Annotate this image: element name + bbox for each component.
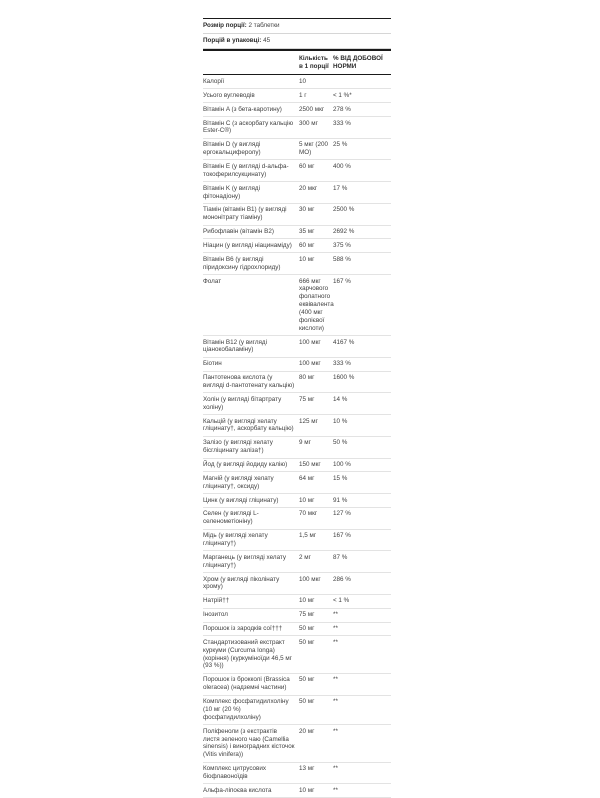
nutrient-amount: 60 мг — [299, 162, 315, 170]
nutrient-amount: 30 мг — [299, 206, 315, 214]
nutrient-name: Холін (у вигляді бітартрату холіну) — [203, 395, 282, 411]
table-row — [203, 573, 391, 595]
nutrient-amount: 100 мкг — [299, 575, 321, 583]
nutrient-dv: < 1 %* — [333, 91, 352, 99]
table-row — [203, 696, 391, 726]
table-row — [203, 508, 391, 530]
nutrient-name: Мідь (у вигляді хелату гліцинату†) — [203, 532, 268, 548]
nutrient-name: Пантотенова кислота (у вигляді d-пантотенату кальцію) — [203, 374, 295, 389]
nutrient-dv — [333, 78, 391, 86]
nutrient-amount: 20 мг — [299, 727, 315, 735]
table-row — [203, 204, 391, 226]
nutrient-dv: 127 % — [333, 510, 351, 518]
table-row — [203, 595, 391, 609]
nutrient-amount: 13 мг — [299, 765, 315, 773]
nutrient-name: Калорії — [203, 77, 225, 85]
table-row — [203, 763, 391, 785]
nutrient-amount: 50 мг — [299, 638, 315, 646]
table-row — [203, 636, 391, 673]
nutrient-amount: 10 мг — [299, 496, 315, 504]
nutrient-amount: 50 мг — [299, 698, 315, 706]
nutrient-amount: 50 мг — [299, 625, 315, 633]
table-row — [203, 437, 391, 459]
nutrient-dv: 333 % — [333, 360, 351, 368]
nutrient-name: Цинк (у вигляді гліцинату) — [203, 496, 279, 504]
nutrient-name: Біотин — [203, 360, 222, 368]
nutrient-amount: 10 мг — [299, 255, 315, 263]
nutrient-amount: 75 мг — [299, 611, 315, 619]
nutrient-dv: ** — [333, 765, 338, 773]
table-row — [203, 226, 391, 240]
nutrient-dv: < 1 % — [333, 597, 350, 605]
nutrient-dv: 4167 % — [333, 338, 355, 346]
nutrient-amount: 70 мкг — [299, 510, 318, 518]
table-row — [203, 253, 391, 275]
table-row — [203, 784, 391, 798]
table-header-row — [203, 51, 391, 76]
nutrient-name: Вітамін C (з аскорбату кальцію Ester-C®) — [203, 119, 294, 135]
nutrient-dv: 1600 % — [333, 374, 355, 382]
nutrient-dv: 2500 % — [333, 206, 355, 214]
table-row — [203, 472, 391, 494]
nutrient-dv: 15 % — [333, 474, 348, 482]
table-row — [203, 336, 391, 358]
nutrient-amount: 1,5 мг — [299, 532, 317, 540]
nutrient-name: Комплекс цитрусових біофлавоноїдів — [203, 765, 267, 780]
nutrient-dv: 375 % — [333, 241, 351, 249]
nutrient-dv: 14 % — [333, 395, 348, 403]
nutrient-dv: ** — [333, 625, 338, 633]
table-row — [203, 103, 391, 117]
table-body — [203, 75, 391, 798]
nutrient-dv: 17 % — [333, 184, 348, 192]
nutrient-dv: 10 % — [333, 417, 348, 425]
nutrient-name: Тіамін (вітамін B1) (у вигляді мононітрату тіаміну) — [203, 206, 287, 222]
header-percent-daily-value: % ВІД ДОБОВОЇ НОРМИ — [333, 54, 383, 70]
nutrient-dv: 286 % — [333, 575, 351, 583]
table-row — [203, 459, 391, 473]
nutrient-name: Йод (у вигляді йодиду калію) — [203, 461, 288, 469]
nutrient-amount: 1 г — [299, 91, 307, 99]
nutrient-amount: 10 мг — [299, 786, 315, 794]
table-row — [203, 494, 391, 508]
nutrient-name: Марганець (у вигляді хелату гліцинату†) — [203, 553, 287, 569]
nutrient-dv: 167 % — [333, 532, 351, 540]
nutrient-amount: 80 мг — [299, 374, 315, 382]
nutrient-amount: 20 мкг — [299, 184, 318, 192]
nutrient-amount: 64 мг — [299, 474, 315, 482]
table-row — [203, 75, 391, 89]
nutrient-name: Поліфеноли (з екстрактів листя зеленого чаю (Camellia sinensis) і виноградних кісточок (Vitis vinifera)) — [203, 727, 295, 759]
nutrient-name: Хром (у вигляді піколінату хрому) — [203, 575, 280, 591]
nutrient-dv: ** — [333, 727, 338, 735]
table-row — [203, 393, 391, 415]
nutrient-amount: 300 мг — [299, 119, 318, 127]
nutrient-amount: 150 мкг — [299, 461, 321, 469]
nutrient-amount: 2 мг — [299, 553, 311, 561]
nutrient-name: Вітамін D (у вигляді ергокальциферолу) — [203, 141, 261, 157]
nutrient-name: Інозитол — [203, 611, 228, 619]
nutrient-amount: 666 мкг харчового фолатного еквівалента (400 мкг фолієвої кислоти) — [299, 277, 334, 332]
nutrient-dv: 25 % — [333, 141, 348, 149]
nutrient-name: Вітамін B6 (у вигляді піридоксину гідрохлориду) — [203, 255, 281, 271]
table-row — [203, 160, 391, 182]
nutrient-dv: ** — [333, 638, 338, 646]
nutrient-name: Комплекс фосфатидилхоліну (10 мг (20 %) фосфатидилхоліну) — [203, 698, 289, 721]
nutrient-name: Кальцій (у вигляді хелату гліцинату†, аскорбату кальцію) — [203, 417, 294, 433]
table-row — [203, 275, 391, 336]
nutrient-dv: ** — [333, 676, 338, 684]
nutrient-name: Альфа-ліпоєва кислота — [203, 786, 272, 794]
nutrient-dv: 87 % — [333, 553, 348, 561]
nutrient-amount: 2500 мкг — [299, 105, 325, 113]
table-row — [203, 530, 391, 552]
nutrient-name: Порошок із брокколі (Brassica oleracea) (надземні частини) — [203, 676, 290, 692]
table-row — [203, 609, 391, 623]
nutrient-name: Порошок із зародків сої††† — [203, 625, 283, 633]
servings-value: 45 — [263, 36, 271, 44]
nutrient-dv: 278 % — [333, 105, 351, 113]
nutrient-dv: ** — [333, 611, 338, 619]
table-row — [203, 358, 391, 372]
nutrient-name: Вітамін A (з бета-каротину) — [203, 105, 282, 113]
nutrient-dv: 91 % — [333, 496, 348, 504]
nutrient-name: Залізо (у вигляді хелату бісгліцинату заліза†) — [203, 439, 273, 455]
nutrient-amount: 50 мг — [299, 676, 315, 684]
header-spacer — [203, 55, 299, 71]
nutrient-name: Усього вуглеводів — [203, 91, 255, 99]
nutrient-amount: 100 мкг — [299, 338, 321, 346]
table-row — [203, 372, 391, 394]
header-amount-per-serving: Кількість в 1 порції — [299, 54, 329, 70]
nutrient-dv: 167 % — [333, 277, 351, 285]
serving-size-label: Розмір порції: — [203, 22, 247, 29]
table-row — [203, 117, 391, 139]
nutrient-name: Магній (у вигляді хелату гліцинату†, оксиду) — [203, 474, 274, 490]
nutrient-dv: ** — [333, 786, 338, 794]
nutrient-amount: 5 мкг (200 МО) — [299, 141, 328, 157]
nutrient-dv: 2692 % — [333, 228, 355, 236]
table-row — [203, 674, 391, 696]
servings-per-container-row — [203, 34, 391, 49]
servings-label: Порцій в упаковці: — [203, 36, 262, 44]
nutrient-amount: 35 мг — [299, 228, 315, 236]
nutrient-amount: 75 мг — [299, 395, 315, 403]
nutrient-amount: 10 мг — [299, 597, 315, 605]
nutrient-dv: 333 % — [333, 119, 351, 127]
nutrient-name: Вітамін K (у вигляді фітонадіону) — [203, 184, 260, 200]
nutrient-name: Натрій†† — [203, 597, 230, 605]
table-row — [203, 239, 391, 253]
table-row — [203, 139, 391, 161]
nutrient-dv: 50 % — [333, 439, 348, 447]
nutrient-name: Фолат — [203, 277, 222, 285]
nutrient-name: Ніацин (у вигляді ніацинаміду) — [203, 241, 292, 249]
table-row — [203, 725, 391, 762]
nutrient-amount: 125 мг — [299, 417, 318, 425]
serving-size-row — [203, 19, 391, 34]
table-row — [203, 551, 391, 573]
table-row — [203, 182, 391, 204]
nutrient-dv: ** — [333, 698, 338, 706]
table-row — [203, 415, 391, 437]
supplement-facts-table — [203, 18, 391, 798]
nutrient-dv: 588 % — [333, 255, 351, 263]
nutrient-amount: 9 мг — [299, 439, 311, 447]
nutrient-name: Рибофлавін (вітамін B2) — [203, 228, 274, 236]
table-row — [203, 89, 391, 103]
nutrient-name: Вітамін E (у вигляді d-альфа-токоферилсукцинату) — [203, 162, 289, 178]
nutrient-amount: 10 — [299, 77, 307, 85]
table-row — [203, 623, 391, 637]
nutrient-name: Стандартизований екстракт куркуми (Curcuma longa) (коріння) (куркуміноїди 46,5 мг (93 %)) — [203, 638, 292, 670]
nutrient-dv: 400 % — [333, 162, 351, 170]
serving-size-value: 2 таблетки — [248, 22, 280, 29]
nutrient-amount: 100 мкг — [299, 360, 321, 368]
nutrient-name: Селен (у вигляді L-селенометіоніну) — [203, 510, 259, 526]
nutrient-amount: 60 мг — [299, 241, 315, 249]
nutrient-name: Вітамін B12 (у вигляді ціанокобаламіну) — [203, 338, 267, 354]
nutrient-dv: 100 % — [333, 461, 351, 469]
